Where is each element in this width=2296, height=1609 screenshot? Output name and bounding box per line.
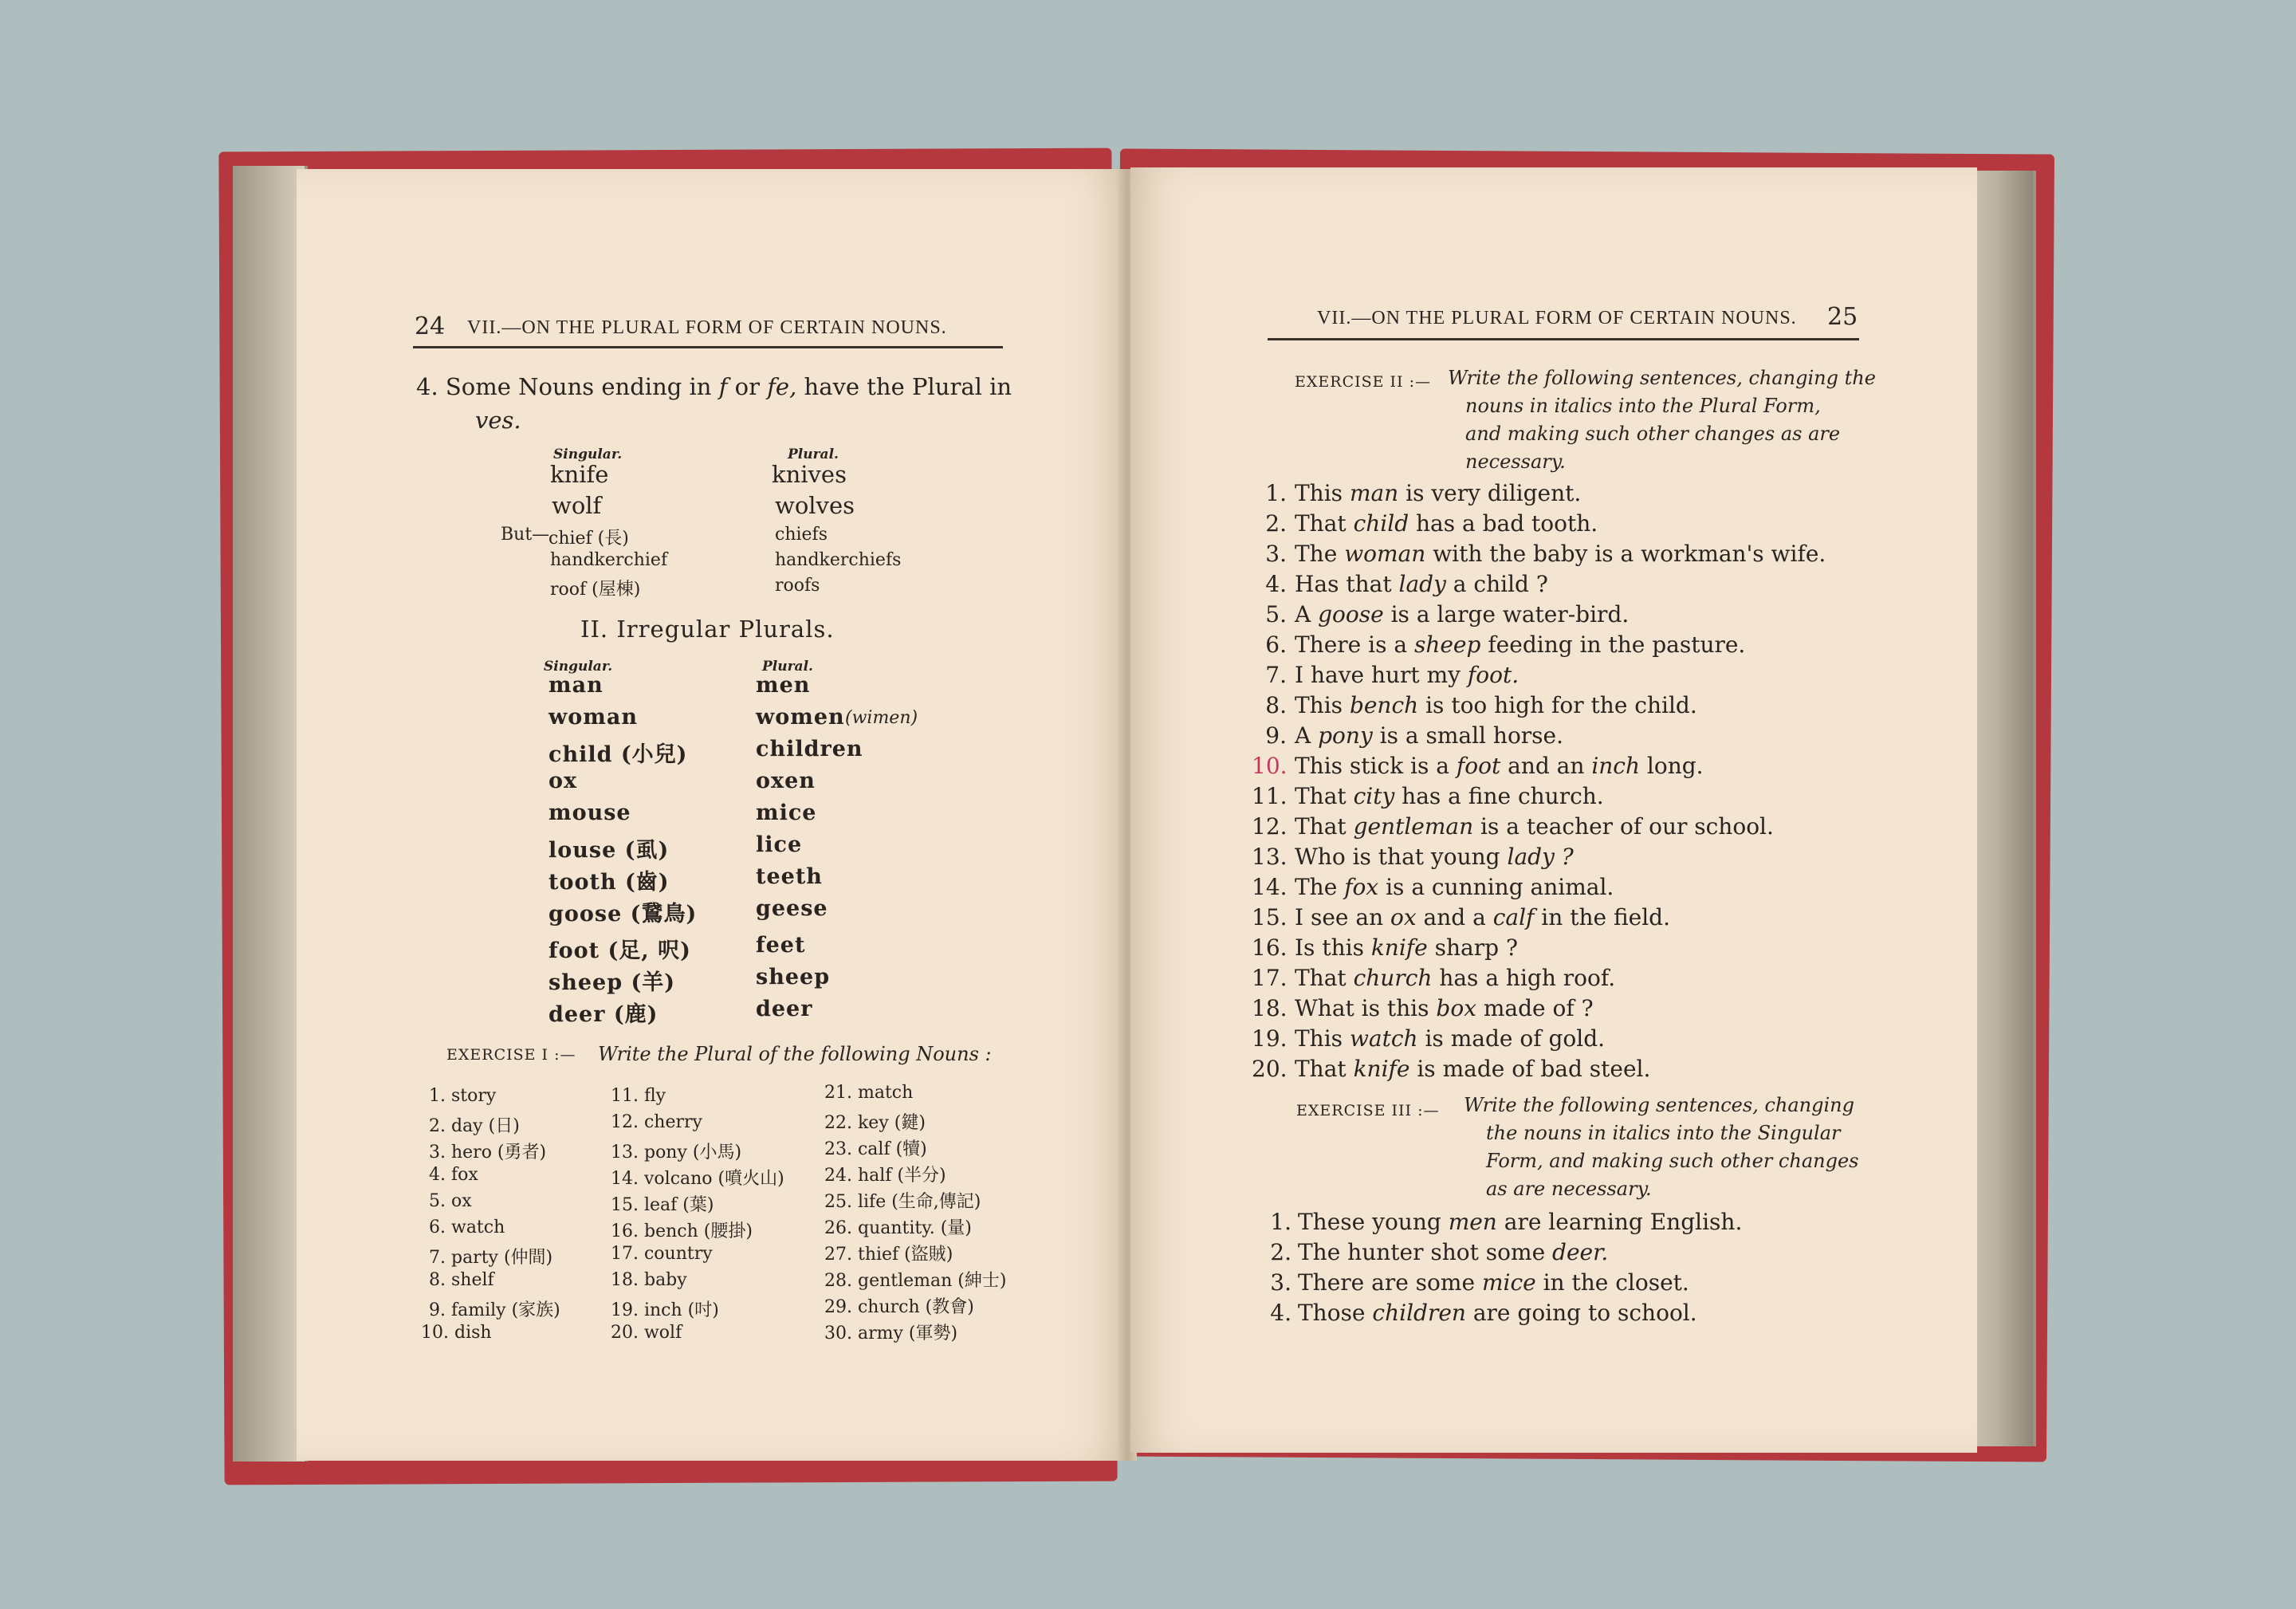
irregular-plural: geese bbox=[756, 896, 828, 921]
list-item: 9. A pony is a small horse. bbox=[1265, 722, 1564, 749]
list-item: 12. cherry bbox=[611, 1112, 702, 1132]
list-item: 4. Has that lady a child ? bbox=[1265, 571, 1548, 597]
exercise-3-instruction: Form, and making such other changes bbox=[1486, 1150, 1859, 1172]
list-item: 24. half (半分) bbox=[824, 1166, 946, 1186]
ves-singular: knife bbox=[550, 461, 609, 488]
list-item: 11. That city has a fine church. bbox=[1252, 783, 1604, 809]
list-item: 12. That gentleman is a teacher of our school. bbox=[1252, 813, 1774, 840]
exercise-1-label: EXERCISE I :— bbox=[446, 1046, 576, 1064]
list-item: 4. fox bbox=[429, 1165, 478, 1185]
list-item: 19. inch (吋) bbox=[611, 1300, 719, 1320]
exception-plural: roofs bbox=[775, 576, 820, 596]
list-item: 18. What is this box made of ? bbox=[1252, 995, 1594, 1021]
list-item: 11. fly bbox=[611, 1086, 666, 1106]
exercise-3-instruction: the nouns in italics into the Singular bbox=[1486, 1122, 1841, 1144]
irregular-plural: deer bbox=[756, 997, 813, 1021]
list-item: 21. match bbox=[824, 1083, 914, 1103]
ves-plural: knives bbox=[772, 461, 847, 488]
irregular-plural: children bbox=[756, 737, 863, 761]
list-item: 16. bench (腰掛) bbox=[611, 1222, 753, 1241]
exercise-2-instruction: nouns in italics into the Plural Form, bbox=[1465, 395, 1821, 417]
label-plural: Plural. bbox=[788, 447, 839, 462]
list-item: 15. I see an ox and a calf in the field. bbox=[1252, 904, 1670, 930]
irregular-singular: mouse bbox=[548, 801, 631, 825]
label-singular: Singular. bbox=[544, 659, 613, 675]
list-item: 20. wolf bbox=[611, 1323, 682, 1343]
list-item: 10. This stick is a foot and an inch long. bbox=[1252, 753, 1704, 779]
irregular-singular: louse (虱) bbox=[548, 838, 670, 863]
list-item: 10. dish bbox=[421, 1323, 492, 1343]
list-item: 13. pony (小馬) bbox=[611, 1143, 742, 1162]
exercise-2-label: EXERCISE II :— bbox=[1295, 373, 1431, 391]
label-plural: Plural. bbox=[762, 659, 813, 675]
ves-plural: wolves bbox=[775, 492, 855, 519]
irregular-singular: sheep (羊) bbox=[548, 970, 676, 995]
irregular-plural: oxen bbox=[756, 769, 816, 793]
exception-plural: chiefs bbox=[775, 525, 828, 545]
list-item: 20. That knife is made of bad steel. bbox=[1252, 1056, 1651, 1082]
exception-plural: handkerchiefs bbox=[775, 550, 902, 570]
list-item: 14. volcano (噴火山) bbox=[611, 1169, 784, 1189]
list-item: 3. hero (勇者) bbox=[429, 1143, 547, 1162]
list-item: 15. leaf (葉) bbox=[611, 1195, 714, 1215]
running-header: VII.—ON THE PLURAL FORM OF CERTAIN NOUNS. bbox=[1317, 308, 1797, 328]
left-page bbox=[297, 169, 1126, 1461]
list-item: 7. I have hurt my foot. bbox=[1265, 662, 1520, 688]
exercise-2-instruction: and making such other changes as are bbox=[1465, 423, 1841, 445]
exception-singular: handkerchief bbox=[550, 550, 668, 570]
irregular-plural: sheep bbox=[756, 965, 831, 989]
irregular-plural: women bbox=[756, 705, 845, 730]
irregular-plural: mice bbox=[756, 801, 817, 825]
pronunciation-note: (wimen) bbox=[845, 708, 918, 728]
irregular-singular: child (小兒) bbox=[548, 742, 688, 767]
exercise-3-instruction: as are necessary. bbox=[1486, 1178, 1652, 1200]
irregular-singular: man bbox=[548, 673, 603, 698]
irregular-singular: deer (鹿) bbox=[548, 1002, 659, 1027]
ves-singular: wolf bbox=[552, 492, 602, 519]
list-item: 17. That church has a high roof. bbox=[1252, 965, 1616, 991]
irregular-singular: foot (足, 呎) bbox=[548, 938, 691, 963]
list-item: 19. This watch is made of gold. bbox=[1252, 1025, 1606, 1052]
list-item: 9. family (家族) bbox=[429, 1300, 560, 1320]
list-item: 3. The woman with the baby is a workman's wife. bbox=[1265, 541, 1826, 567]
list-item: 29. church (教會) bbox=[824, 1297, 974, 1317]
exception-singular: chief (長) bbox=[548, 529, 629, 549]
list-item: 28. gentleman (紳士) bbox=[824, 1271, 1007, 1291]
list-item: 27. thief (盜賊) bbox=[824, 1245, 953, 1265]
list-item: 5. ox bbox=[429, 1191, 472, 1211]
irregular-plural: men bbox=[756, 673, 811, 698]
list-item: 4. Those children are going to school. bbox=[1270, 1300, 1697, 1326]
exercise-1-instruction: Write the Plural of the following Nouns : bbox=[598, 1043, 992, 1065]
list-item: 6. There is a sheep feeding in the pasture. bbox=[1265, 631, 1746, 658]
list-item: 3. There are some mice in the closet. bbox=[1270, 1269, 1689, 1296]
irregular-plural: lice bbox=[756, 832, 803, 857]
irregular-singular: goose (鵞鳥) bbox=[548, 902, 698, 926]
list-item: 14. The fox is a cunning animal. bbox=[1252, 874, 1614, 900]
list-item: 26. quantity. (量) bbox=[824, 1218, 972, 1238]
label-singular: Singular. bbox=[553, 447, 623, 462]
list-item: 8. shelf bbox=[429, 1270, 494, 1290]
list-item: 17. country bbox=[611, 1244, 713, 1264]
list-item: 1. This man is very diligent. bbox=[1265, 480, 1582, 506]
section-title: II. Irregular Plurals. bbox=[580, 616, 835, 643]
list-item: 23. calf (犢) bbox=[824, 1139, 927, 1159]
list-item: 30. army (軍勢) bbox=[824, 1324, 958, 1343]
exercise-2-instruction: necessary. bbox=[1465, 450, 1566, 473]
list-item: 1. These young men are learning English. bbox=[1270, 1209, 1743, 1235]
list-item: 25. life (生命,傳記) bbox=[824, 1192, 981, 1212]
rule-4: 4. Some Nouns ending in f or fe, have the Plural in bbox=[416, 373, 1012, 400]
header-rule bbox=[413, 346, 1003, 348]
irregular-plural: teeth bbox=[756, 864, 823, 889]
exercise-2-instruction: Write the following sentences, changing the bbox=[1448, 367, 1876, 389]
irregular-plural: feet bbox=[756, 933, 806, 958]
list-item: 2. The hunter shot some deer. bbox=[1270, 1239, 1609, 1265]
rule-4-ves: ves. bbox=[475, 407, 521, 434]
list-item: 6. watch bbox=[429, 1218, 505, 1237]
running-header: VII.—ON THE PLURAL FORM OF CERTAIN NOUNS. bbox=[467, 317, 947, 338]
header-rule bbox=[1268, 338, 1859, 340]
irregular-singular: tooth (齒) bbox=[548, 870, 670, 895]
list-item: 2. That child has a bad tooth. bbox=[1265, 510, 1598, 537]
list-item: 1. story bbox=[429, 1086, 497, 1106]
exercise-3-label: EXERCISE III :— bbox=[1296, 1102, 1440, 1119]
but-label: But— bbox=[501, 525, 550, 545]
list-item: 2. day (日) bbox=[429, 1116, 520, 1136]
list-item: 13. Who is that young lady ? bbox=[1252, 844, 1574, 870]
exercise-3-instruction: Write the following sentences, changing bbox=[1464, 1094, 1854, 1116]
list-item: 22. key (鍵) bbox=[824, 1113, 926, 1133]
irregular-singular: woman bbox=[548, 705, 638, 730]
list-item: 18. baby bbox=[611, 1270, 687, 1290]
right-page bbox=[1130, 167, 1977, 1453]
list-item: 7. party (仲間) bbox=[429, 1248, 553, 1268]
exception-singular: roof (屋棟) bbox=[550, 580, 641, 600]
irregular-singular: ox bbox=[548, 769, 578, 793]
list-item: 16. Is this knife sharp ? bbox=[1252, 934, 1518, 961]
page-number: 24 bbox=[415, 313, 446, 340]
list-item: 5. A goose is a large water-bird. bbox=[1265, 601, 1630, 627]
list-item: 8. This bench is too high for the child. bbox=[1265, 692, 1697, 718]
page-number: 25 bbox=[1827, 303, 1858, 331]
